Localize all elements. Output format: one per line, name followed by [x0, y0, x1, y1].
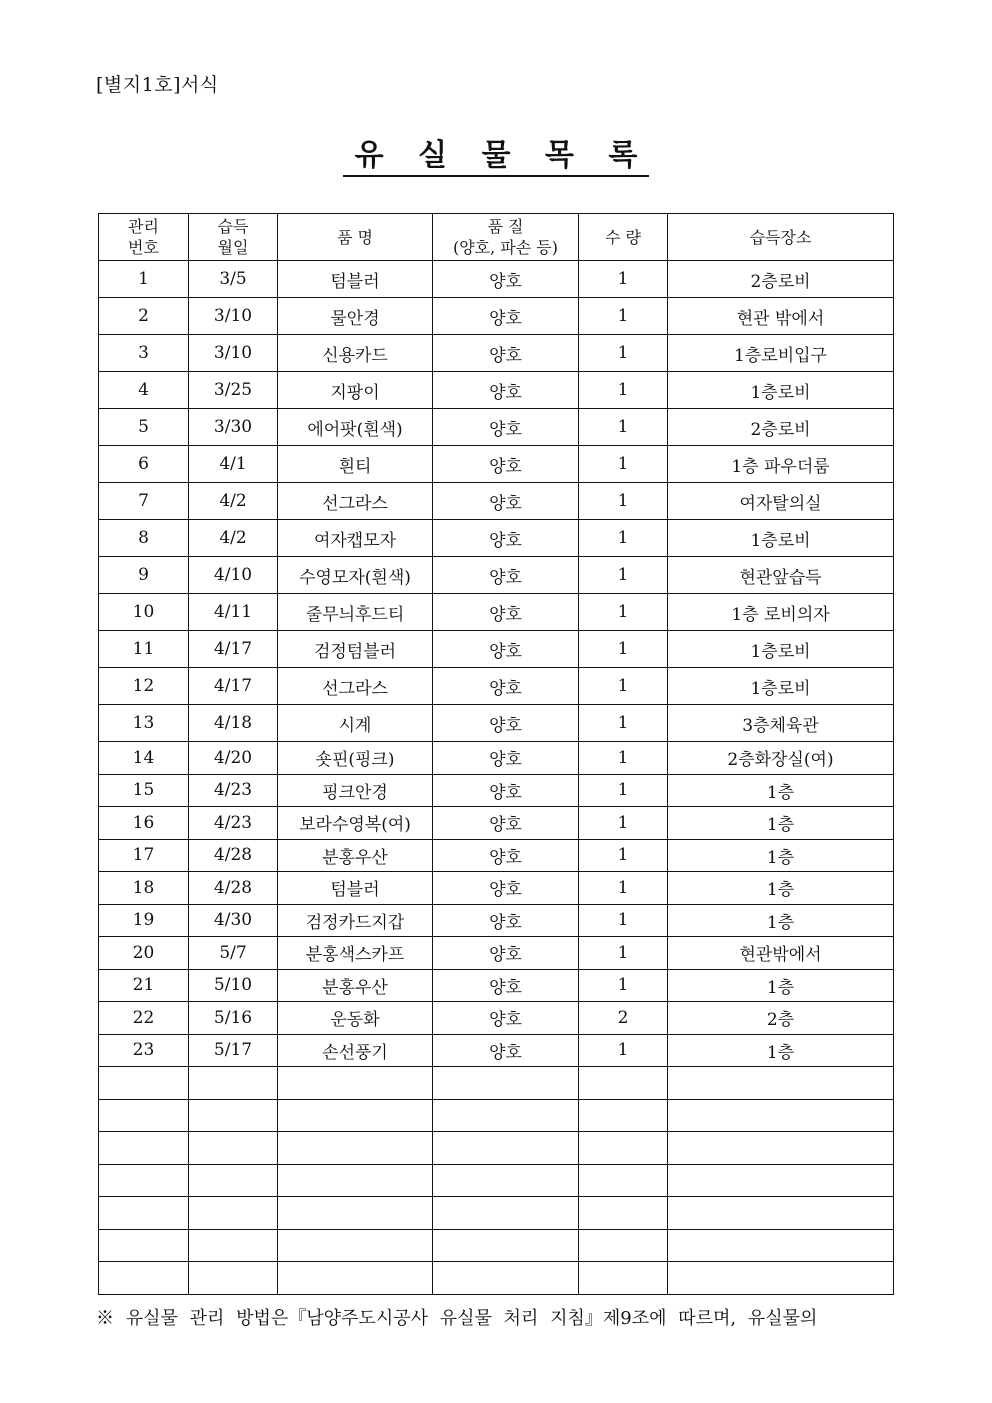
cell-number: 4: [99, 372, 189, 409]
cell-quality: 양호: [433, 298, 579, 335]
cell-place: 2층로비: [668, 261, 894, 298]
empty-cell: [668, 1132, 894, 1165]
cell-place: 2층: [668, 1002, 894, 1035]
header-found-place: 습득장소: [668, 214, 894, 261]
cell-quality: 양호: [433, 904, 579, 937]
cell-item: 숏핀(핑크): [278, 742, 433, 775]
cell-date: 4/2: [189, 520, 278, 557]
cell-quality: 양호: [433, 483, 579, 520]
cell-item: 텀블러: [278, 872, 433, 905]
table-row: [99, 1034, 894, 1067]
cell-place: 1층로비: [668, 631, 894, 668]
cell-number: 6: [99, 446, 189, 483]
cell-quantity: 1: [579, 261, 668, 298]
cell-item: 시계: [278, 705, 433, 742]
empty-cell: [579, 1197, 668, 1230]
cell-quality: 양호: [433, 261, 579, 298]
table-row: [99, 668, 894, 705]
cell-date: 5/16: [189, 1002, 278, 1035]
cell-date: 4/11: [189, 594, 278, 631]
cell-quantity: 1: [579, 557, 668, 594]
cell-quantity: 1: [579, 839, 668, 872]
cell-quantity: 1: [579, 904, 668, 937]
header-date-line1: 습득: [217, 217, 249, 236]
empty-cell: [433, 1229, 579, 1262]
cell-date: 5/10: [189, 969, 278, 1002]
empty-cell: [99, 1229, 189, 1262]
cell-date: 4/23: [189, 807, 278, 840]
cell-item: 분홍우산: [278, 969, 433, 1002]
cell-item: 선그라스: [278, 483, 433, 520]
cell-place: 현관 밖에서: [668, 298, 894, 335]
cell-item: 보라수영복(여): [278, 807, 433, 840]
header-no-line2: 번호: [128, 238, 159, 257]
cell-date: 3/10: [189, 298, 278, 335]
table-row: [99, 298, 894, 335]
cell-item: 검정카드지갑: [278, 904, 433, 937]
cell-date: 3/5: [189, 261, 278, 298]
cell-item: 분홍우산: [278, 839, 433, 872]
cell-quality: 양호: [433, 774, 579, 807]
cell-date: 3/25: [189, 372, 278, 409]
empty-row: [99, 1164, 894, 1197]
cell-quality: 양호: [433, 839, 579, 872]
document-title-wrap: [0, 130, 992, 174]
table-row: [99, 520, 894, 557]
empty-cell: [189, 1229, 278, 1262]
cell-date: 4/1: [189, 446, 278, 483]
empty-cell: [278, 1262, 433, 1295]
cell-number: 12: [99, 668, 189, 705]
cell-date: 4/17: [189, 668, 278, 705]
cell-place: 1층로비입구: [668, 335, 894, 372]
footnote: ※ 유실물 관리 방법은『남양주도시공사 유실물 처리 지침』제9조에 따르며, 유실물의: [96, 1308, 818, 1329]
cell-quality: 양호: [433, 668, 579, 705]
empty-cell: [278, 1067, 433, 1100]
table-row: [99, 742, 894, 775]
empty-row: [99, 1262, 894, 1295]
header-date-line2: 월일: [217, 238, 249, 257]
cell-date: 5/17: [189, 1034, 278, 1067]
cell-item: 핑크안경: [278, 774, 433, 807]
table-row: [99, 774, 894, 807]
cell-number: 11: [99, 631, 189, 668]
cell-quality: 양호: [433, 409, 579, 446]
cell-number: 22: [99, 1002, 189, 1035]
empty-cell: [189, 1197, 278, 1230]
empty-cell: [668, 1067, 894, 1100]
cell-quality: 양호: [433, 594, 579, 631]
cell-place: 1층: [668, 969, 894, 1002]
cell-quality: 양호: [433, 807, 579, 840]
cell-quantity: 1: [579, 446, 668, 483]
header-quality-line2: (양호, 파손 등): [452, 238, 559, 257]
empty-cell: [433, 1262, 579, 1295]
cell-number: 8: [99, 520, 189, 557]
cell-date: 3/10: [189, 335, 278, 372]
cell-quality: 양호: [433, 631, 579, 668]
empty-cell: [99, 1164, 189, 1197]
empty-cell: [278, 1229, 433, 1262]
cell-quantity: 1: [579, 483, 668, 520]
cell-item: 검정텀블러: [278, 631, 433, 668]
cell-quantity: 1: [579, 631, 668, 668]
empty-cell: [189, 1067, 278, 1100]
table-row: [99, 904, 894, 937]
cell-place: 1층로비: [668, 668, 894, 705]
empty-cell: [278, 1132, 433, 1165]
cell-place: 1층 파우더룸: [668, 446, 894, 483]
cell-quality: 양호: [433, 520, 579, 557]
cell-item: 분홍색스카프: [278, 937, 433, 970]
cell-number: 9: [99, 557, 189, 594]
cell-number: 1: [99, 261, 189, 298]
cell-place: 3층체육관: [668, 705, 894, 742]
header-quality: [433, 214, 579, 261]
table-row: [99, 807, 894, 840]
cell-quantity: 1: [579, 372, 668, 409]
cell-quantity: 1: [579, 705, 668, 742]
cell-date: 4/10: [189, 557, 278, 594]
cell-quality: 양호: [433, 335, 579, 372]
cell-quantity: 1: [579, 774, 668, 807]
cell-number: 14: [99, 742, 189, 775]
empty-cell: [579, 1262, 668, 1295]
cell-number: 5: [99, 409, 189, 446]
empty-cell: [99, 1197, 189, 1230]
table-row: [99, 1002, 894, 1035]
cell-number: 10: [99, 594, 189, 631]
cell-item: 에어팟(흰색): [278, 409, 433, 446]
empty-cell: [278, 1099, 433, 1132]
empty-cell: [668, 1262, 894, 1295]
cell-date: 4/20: [189, 742, 278, 775]
cell-number: 3: [99, 335, 189, 372]
cell-quantity: 1: [579, 520, 668, 557]
cell-number: 13: [99, 705, 189, 742]
cell-place: 현관밖에서: [668, 937, 894, 970]
cell-place: 2층화장실(여): [668, 742, 894, 775]
empty-row: [99, 1067, 894, 1100]
cell-quality: 양호: [433, 742, 579, 775]
cell-quantity: 1: [579, 742, 668, 775]
empty-cell: [579, 1099, 668, 1132]
empty-cell: [99, 1262, 189, 1295]
cell-number: 23: [99, 1034, 189, 1067]
empty-cell: [668, 1229, 894, 1262]
header-quality-line1: 품 질: [487, 217, 524, 236]
cell-quantity: 1: [579, 969, 668, 1002]
empty-cell: [278, 1164, 433, 1197]
cell-number: 17: [99, 839, 189, 872]
empty-cell: [99, 1132, 189, 1165]
cell-number: 7: [99, 483, 189, 520]
cell-quantity: 1: [579, 409, 668, 446]
cell-quality: 양호: [433, 705, 579, 742]
table-row: [99, 446, 894, 483]
cell-quantity: 1: [579, 335, 668, 372]
table-row: [99, 335, 894, 372]
table-row: [99, 372, 894, 409]
cell-number: 16: [99, 807, 189, 840]
cell-quantity: 1: [579, 668, 668, 705]
form-label: [별지1호]서식: [96, 74, 219, 96]
empty-cell: [433, 1164, 579, 1197]
table-row: [99, 409, 894, 446]
empty-row: [99, 1229, 894, 1262]
cell-quality: 양호: [433, 937, 579, 970]
cell-date: 4/17: [189, 631, 278, 668]
empty-cell: [189, 1262, 278, 1295]
empty-cell: [278, 1197, 433, 1230]
cell-item: 흰티: [278, 446, 433, 483]
cell-place: 1층: [668, 872, 894, 905]
table-row: [99, 705, 894, 742]
cell-place: 2층로비: [668, 409, 894, 446]
cell-quantity: 2: [579, 1002, 668, 1035]
cell-quality: 양호: [433, 872, 579, 905]
cell-number: 21: [99, 969, 189, 1002]
cell-date: 4/18: [189, 705, 278, 742]
cell-date: 4/28: [189, 839, 278, 872]
empty-row: [99, 1099, 894, 1132]
cell-place: 1층: [668, 807, 894, 840]
cell-quantity: 1: [579, 1034, 668, 1067]
empty-cell: [189, 1132, 278, 1165]
cell-date: 5/7: [189, 937, 278, 970]
cell-item: 줄무늬후드티: [278, 594, 433, 631]
cell-quantity: 1: [579, 298, 668, 335]
cell-number: 2: [99, 298, 189, 335]
cell-item: 여자캡모자: [278, 520, 433, 557]
cell-number: 19: [99, 904, 189, 937]
empty-cell: [579, 1229, 668, 1262]
cell-date: 4/23: [189, 774, 278, 807]
table-row: [99, 872, 894, 905]
cell-item: 물안경: [278, 298, 433, 335]
cell-item: 텀블러: [278, 261, 433, 298]
cell-item: 손선풍기: [278, 1034, 433, 1067]
cell-number: 18: [99, 872, 189, 905]
empty-cell: [433, 1099, 579, 1132]
table-row: [99, 631, 894, 668]
table-header-row: [99, 214, 894, 261]
empty-cell: [579, 1164, 668, 1197]
cell-quantity: 1: [579, 594, 668, 631]
table-row: [99, 839, 894, 872]
empty-cell: [189, 1099, 278, 1132]
empty-row: [99, 1197, 894, 1230]
cell-quality: 양호: [433, 446, 579, 483]
empty-cell: [189, 1164, 278, 1197]
table-row: [99, 937, 894, 970]
cell-number: 15: [99, 774, 189, 807]
cell-quality: 양호: [433, 1034, 579, 1067]
cell-place: 1층로비: [668, 372, 894, 409]
document-title: 유 실 물 목 록: [343, 138, 650, 177]
empty-cell: [668, 1099, 894, 1132]
cell-date: 4/30: [189, 904, 278, 937]
header-item-name: 품 명: [278, 214, 433, 261]
cell-item: 수영모자(흰색): [278, 557, 433, 594]
cell-date: 3/30: [189, 409, 278, 446]
empty-cell: [668, 1197, 894, 1230]
table-row: [99, 261, 894, 298]
empty-row: [99, 1132, 894, 1165]
header-management-number: [99, 214, 189, 261]
header-quantity: 수 량: [579, 214, 668, 261]
empty-cell: [433, 1067, 579, 1100]
cell-quantity: 1: [579, 807, 668, 840]
empty-cell: [433, 1197, 579, 1230]
cell-quantity: 1: [579, 872, 668, 905]
cell-item: 지팡이: [278, 372, 433, 409]
cell-date: 4/2: [189, 483, 278, 520]
table-row: [99, 594, 894, 631]
empty-cell: [433, 1132, 579, 1165]
cell-place: 현관앞습득: [668, 557, 894, 594]
header-found-date: [189, 214, 278, 261]
cell-item: 선그라스: [278, 668, 433, 705]
empty-cell: [668, 1164, 894, 1197]
cell-place: 1층: [668, 904, 894, 937]
table-row: [99, 557, 894, 594]
table-row: [99, 483, 894, 520]
cell-quality: 양호: [433, 557, 579, 594]
cell-place: 1층: [668, 839, 894, 872]
cell-quality: 양호: [433, 1002, 579, 1035]
empty-cell: [99, 1067, 189, 1100]
empty-cell: [99, 1099, 189, 1132]
cell-place: 1층: [668, 774, 894, 807]
cell-quantity: 1: [579, 937, 668, 970]
cell-item: 신용카드: [278, 335, 433, 372]
cell-quality: 양호: [433, 372, 579, 409]
cell-number: 20: [99, 937, 189, 970]
cell-item: 운동화: [278, 1002, 433, 1035]
cell-quality: 양호: [433, 969, 579, 1002]
cell-place: 여자탈의실: [668, 483, 894, 520]
empty-cell: [579, 1132, 668, 1165]
cell-place: 1층 로비의자: [668, 594, 894, 631]
cell-date: 4/28: [189, 872, 278, 905]
table-row: [99, 969, 894, 1002]
cell-place: 1층로비: [668, 520, 894, 557]
cell-place: 1층: [668, 1034, 894, 1067]
header-no-line1: 관리: [128, 217, 159, 236]
empty-cell: [579, 1067, 668, 1100]
lost-items-table: [98, 213, 894, 1295]
